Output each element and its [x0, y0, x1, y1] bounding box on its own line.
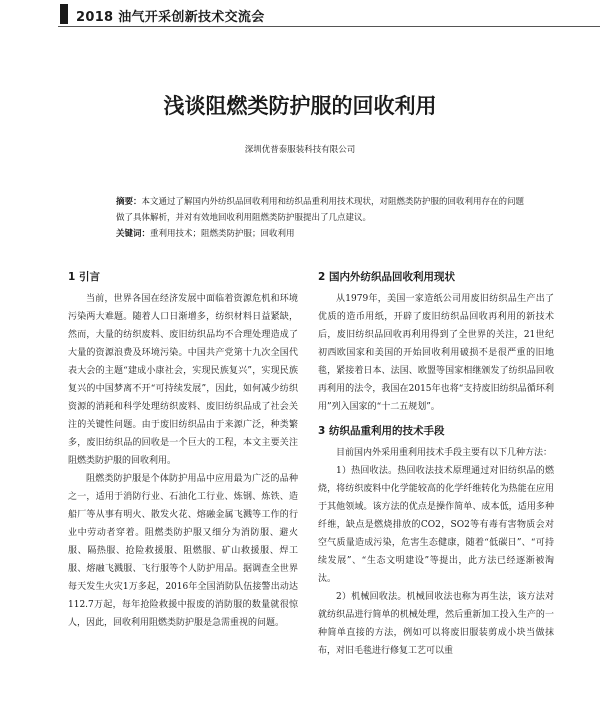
abstract-text: 本文通过了解国内外纺织品回收利用和纺织品重利用技术现状，对阻燃类防护服的回收利用存在的问题做了具体解析，并对有效地回收利用阻燃类防护服提出了几点建议。	[116, 197, 525, 223]
section-3-paragraph-2: 1）热回收法。热回收法技术原理通过对旧纺织品的燃烧，将纺织废料中化学能较高的化学纤维转化为热能在应用于其他领域。该方法的优点是操作简单、成本低，适用多种纤维，缺点是燃烧排放的CO2，SO2等有毒有害物质会对空气质量造成污染，危害生态健康，随着“低碳日”、“可持续发展”、“生态文明建设”等提出，此方法已经逐渐被淘汰。	[318, 466, 554, 584]
section-2-paragraph-1: 从1979年，美国一家造纸公司用废旧纺织品生产出了优质的造币用纸，开辟了废旧纺织品回收再利用的新技术后，废旧纺织品回收再利用得到了全世界的关注，21世纪初西欧国家和美国的开始回收利用破损不是很严重的旧地毯，紧接着日本、法国、欧盟等国家相继颁发了纺织品回收再利用的法令，我国在2015年也将“支持废旧纺织品循环利用”列入国家的“十二五规划”。	[318, 294, 554, 412]
article-title: 浅谈阻燃类防护服的回收利用	[163, 94, 437, 118]
abstract-line	[116, 194, 528, 226]
keywords-line	[116, 226, 528, 242]
right-column	[318, 270, 554, 660]
section-3-paragraph-3: 2）机械回收法。机械回收法也称为再生法，该方法对就纺织品进行简单的机械处理，然后重新加工投入生产的一种简单直接的方法，例如可以将废旧服装剪成小块当做抹布，对旧毛毯进行修复工艺可以重	[318, 592, 554, 656]
keywords-text: 重利用技术；阻燃类防护服；回收利用	[150, 229, 295, 239]
section-spacer	[318, 416, 554, 424]
section-1-paragraph-1: 当前，世界各国在经济发展中面临着资源危机和环境污染两大难题。随着人口日渐增多，纺织材料日益紧缺，然而，大量的纺织废料、废旧纺织品均不合理处理造成了大量的资源浪费及环境污染。中国共产党第十九次全国代表大会的主题“建成小康社会，实现民族复兴”，实现民族复兴的中国梦离不开“可持续发展”，因此，如何减少纺织资源的消耗和科学处理纺织废料、废旧纺织品成了社会关注的关键性问题。由于废旧纺织品由于来源广泛，种类繁多，废旧纺织品的回收是一个巨大的工程，本文主要关注阻燃类防护服的回收利用。	[68, 294, 298, 466]
running-header	[0, 0, 600, 30]
keywords-label: 关键词：	[116, 229, 151, 239]
section-2-heading: 2 国内外纺织品回收利用现状	[318, 271, 455, 283]
header-marker	[60, 4, 68, 24]
left-column	[68, 270, 298, 632]
section-3-heading: 3 纺织品重利用的技术手段	[318, 425, 445, 437]
article-affiliation: 深圳优普泰服装科技有限公司	[244, 145, 356, 155]
section-1-heading: 1 引言	[68, 271, 100, 283]
section-1-paragraph-2: 阻燃类防护服是个体防护用品中应用最为广泛的品种之一，适用于消防行业、石油化工行业、炼钢、炼铁、造船厂等从事有明火、散发火花、熔融金属飞溅等工作的行业中劳动者穿着。阻燃类防护服又细分为消防服、避火服、隔热服、抢险救援服、阻燃服、矿山救援服、焊工服、熔融飞溅服、飞行服等个人防护用品。据调查全世界每天发生火灾1万多起，2016年全国消防队伍接警出动达112.7万起，每年抢险救援中报废的消防服的数量就很惊人，因此，回收利用阻燃类防护服是急需重视的问题。	[68, 474, 298, 628]
header-rule	[58, 26, 600, 27]
section-3-paragraph-1: 目前国内外采用重利用技术手段主要有以下几种方法：	[336, 448, 553, 458]
header-title: 2018 油气开采创新技术交流会	[76, 10, 265, 25]
abstract-label: 摘要：	[116, 197, 142, 207]
abstract-block	[116, 194, 528, 242]
